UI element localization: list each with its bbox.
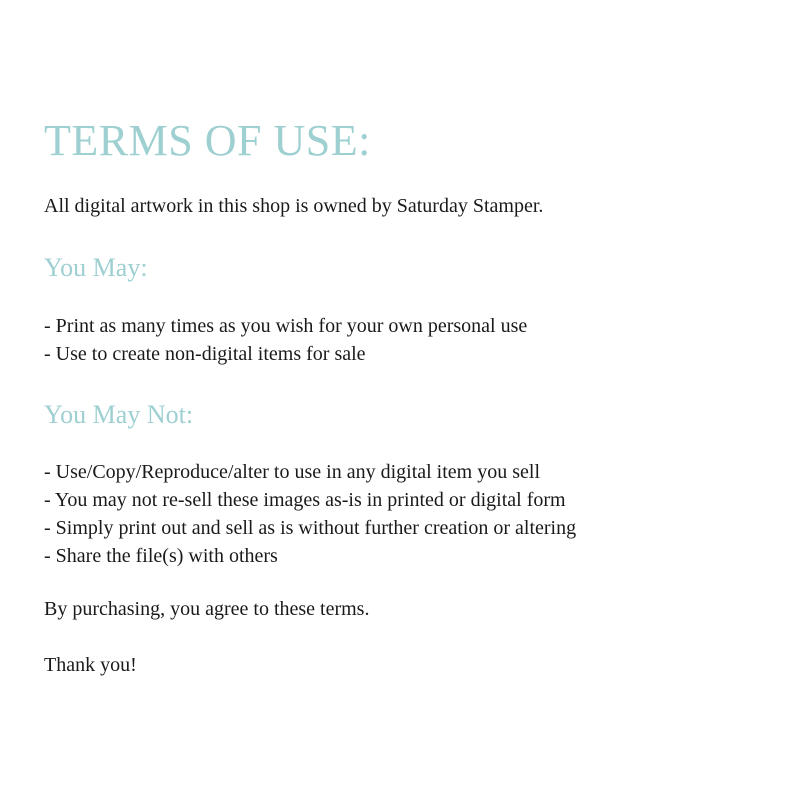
- list-item: - Simply print out and sell as is without further creation or altering: [44, 517, 577, 539]
- list-item: - Share the file(s) with others: [44, 545, 278, 567]
- thank-you-note: Thank you!: [44, 654, 137, 676]
- page-title: TERMS OF USE:: [44, 116, 371, 165]
- ownership-statement: All digital artwork in this shop is owned by Saturday Stamper.: [44, 195, 544, 217]
- list-item: - Use/Copy/Reproduce/alter to use in any digital item you sell: [44, 461, 541, 483]
- list-item: - Print as many times as you wish for your own personal use: [44, 315, 528, 337]
- agreement-statement: By purchasing, you agree to these terms.: [44, 598, 370, 620]
- list-item: - You may not re-sell these images as-is in printed or digital form: [44, 489, 566, 511]
- you-may-heading: You May:: [44, 253, 148, 282]
- you-may-not-list: [44, 458, 576, 570]
- you-may-list: [44, 312, 527, 368]
- list-item: - Use to create non-digital items for sale: [44, 343, 366, 365]
- you-may-not-heading: You May Not:: [44, 400, 194, 429]
